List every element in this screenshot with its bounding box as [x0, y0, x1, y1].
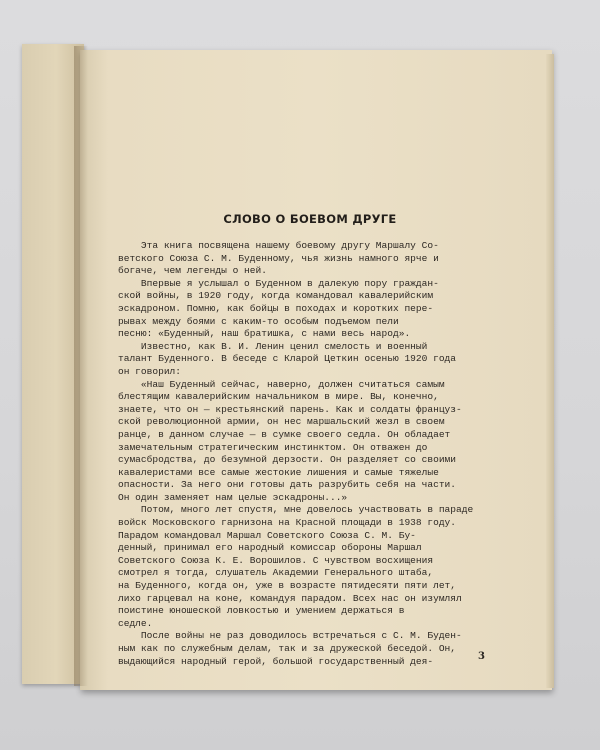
text-line: Советского Союза К. Е. Ворошилов. С чувством восхищения: [118, 554, 434, 566]
text-line: кавалеристами все самые жестокие лишения и самые тяжелые: [118, 466, 439, 478]
text-line: ранце, в данном случае — в сумке своего седла. Он обладает: [118, 428, 451, 440]
text-line: выдающийся народный герой, большой государственный дея-: [118, 655, 434, 667]
text-line: ным как по служебным делам, так и за дружеской беседой. Он,: [118, 643, 457, 654]
text-line: замечательным стратегическим инстинктом. Он отважен до: [118, 441, 428, 453]
page-text: [118, 212, 502, 668]
paragraph: [118, 278, 502, 341]
text-line: знаете, что он — крестьянский парень. Как и солдаты француз-: [118, 403, 462, 415]
text-line: Впервые я услышал о Буденном в далекую пору граждан-: [118, 277, 439, 289]
text-line: блестящим кавалерийским начальником в мире. Вы, конечно,: [118, 391, 439, 403]
text-line: Известно, как В. И. Ленин ценил смелость и военный: [118, 340, 428, 352]
page-stack-edge: [546, 54, 554, 688]
book-gutter-shadow: [74, 46, 88, 686]
text-line: ветского Союза С. М. Буденному, чья жизнь намного ярче и: [118, 252, 439, 264]
paragraph: [118, 341, 502, 379]
paragraph: [118, 504, 502, 630]
text-line: песню: «Буденный, наш братишка, с нами весь народ».: [118, 328, 411, 340]
text-line: опасности. За него они готовы дать разрубить себя на части.: [118, 479, 457, 491]
body-text: [118, 240, 502, 668]
text-line: Потом, много лет спустя, мне довелось участвовать в параде: [118, 504, 474, 516]
text-line: лихо гарцевал на коне, командуя парадом. Всех нас он изумлял: [118, 592, 462, 604]
paragraph: [118, 240, 502, 278]
text-line: Парадом командовал Маршал Советского Союза С. М. Бу-: [118, 529, 416, 541]
text-line: он говорил:: [118, 365, 182, 377]
text-line: «Наш Буденный сейчас, наверно, должен считаться самым: [118, 378, 445, 390]
paragraph: [118, 379, 502, 505]
text-line: Он один заменяет нам целые эскадроны...»: [118, 491, 348, 503]
text-line: смотрел я тогда, слушатель Академии Генерального штаба,: [118, 567, 434, 579]
text-line: сумасбродства, до безумной дерзости. Он разделяет со своими: [118, 454, 457, 466]
text-line: рывах между боями с каким-то особым подъемом пели: [118, 315, 399, 327]
text-line: Эта книга посвящена нашему боевому другу Маршалу Со-: [118, 240, 439, 251]
text-line: После войны не раз доводилось встречаться с С. М. Буден-: [118, 630, 462, 642]
text-line: ской революционной армии, он нес маршальский жезл в своем: [118, 416, 445, 428]
text-line: поистине юношеской ловкостью и умением держаться в: [118, 605, 405, 617]
text-line: эскадроном. Помню, как бойцы в походах и коротких пере-: [118, 302, 434, 314]
paragraph: [118, 630, 502, 668]
text-line: ской войны, в 1920 году, когда командовал кавалерийским: [118, 290, 434, 302]
text-line: денный, принимал его народный комиссар обороны Маршал: [118, 542, 422, 554]
text-line: на Буденного, когда он, уже в возрасте пятидесяти пяти лет,: [118, 580, 457, 592]
page-number: 3: [478, 651, 485, 662]
text-line: талант Буденного. В беседе с Кларой Цеткин осенью 1920 года: [118, 353, 457, 365]
chapter-title: СЛОВО О БОЕВОМ ДРУГЕ: [223, 212, 397, 226]
text-line: богаче, чем легенды о ней.: [118, 265, 267, 277]
text-line: седле.: [118, 617, 153, 629]
text-line: войск Московского гарнизона на Красной площади в 1938 году.: [118, 517, 457, 529]
